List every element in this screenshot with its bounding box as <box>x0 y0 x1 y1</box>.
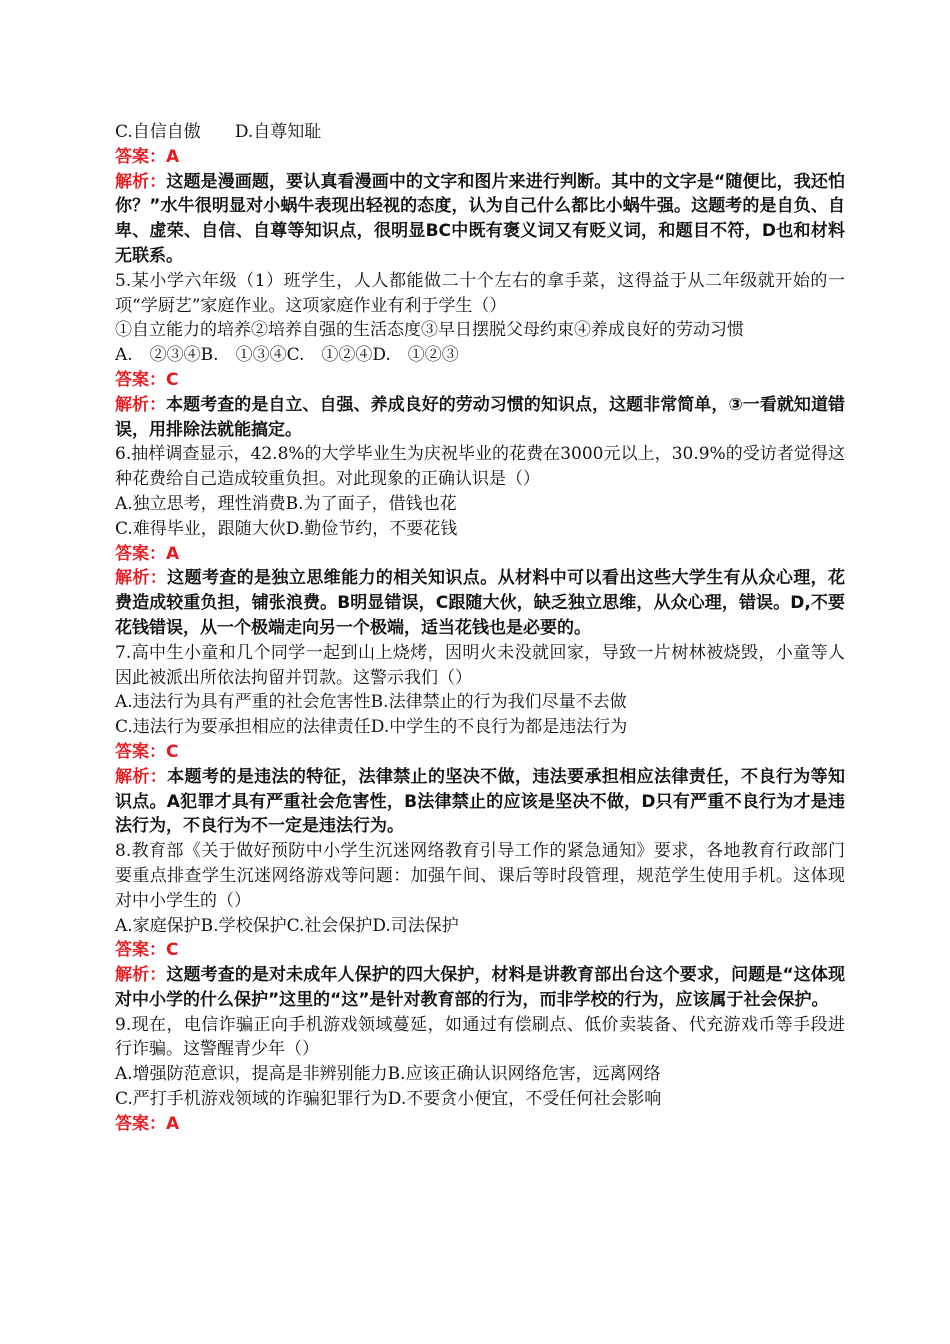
q7-options-cd: C.违法行为要承担相应的法律责任D.中学生的不良行为都是违法行为 <box>115 717 628 738</box>
answer-value: C <box>166 369 179 390</box>
q5-items: ①自立能力的培养②培养自强的生活态度③早日摆脱父母约束④养成良好的劳动习惯 <box>115 320 744 341</box>
answer-label: 答案： <box>115 543 166 564</box>
q7-options-ab: A.违法行为具有严重的社会危害性B.法律禁止的行为我们尽量不去做 <box>115 692 627 713</box>
q4-answer <box>115 145 845 170</box>
analysis-label: 解析： <box>115 965 167 986</box>
q6-options-cd: C.难得毕业，跟随大伙D.勤俭节约，不要花钱 <box>115 518 458 539</box>
analysis-label: 解析： <box>115 171 167 192</box>
q9-answer <box>115 1112 845 1137</box>
analysis-text: 本题考的是违法的特征，法律禁止的坚决不做，违法要承担相应法律责任，不良行为等知识点。A犯罪才具有严重社会危害性，B法律禁止的应该是坚决不做，D只有严重不良行为才是违法行为，不良行为不一定是违法行为。 <box>115 766 845 837</box>
q9-options-cd: C.严打手机游戏领域的诈骗犯罪行为D.不要贪小便宜，不受任何社会影响 <box>115 1089 662 1110</box>
q9-stem: 9.现在，电信诈骗正向手机游戏领域蔓延，如通过有偿刷点、低价卖装备、代充游戏币等手段进行诈骗。这警醒青少年（） <box>115 1014 845 1060</box>
q6-analysis <box>115 566 845 640</box>
document-page <box>115 120 845 1137</box>
answer-label: 答案： <box>115 369 166 390</box>
q4-options-cd <box>115 120 845 145</box>
answer-label: 答案： <box>115 1113 166 1134</box>
q8-answer <box>115 938 845 963</box>
answer-label: 答案： <box>115 146 166 167</box>
analysis-label: 解析： <box>115 766 168 787</box>
q5-options: A. ②③④B. ①③④C. ①②④D. ①②③ <box>115 345 459 366</box>
analysis-text: 这题是漫画题，要认真看漫画中的文字和图片来进行判断。其中的文字是“随便比，我还怕你？”水牛很明显对小蜗牛表现出轻视的态度，认为自己什么都比小蜗牛强。这题考的是自负、自卑、虚荣、自信、自尊等知识点，很明显BC中既有褒义词又有贬义词，和题目不符，D也和材料无联系。 <box>115 171 846 266</box>
q6-answer <box>115 542 845 567</box>
analysis-text: 这题考查的是对未成年人保护的四大保护，材料是讲教育部出台这个要求，问题是“这体现对中小学的什么保护”这里的“这”是针对教育部的行为，而非学校的行为，应该属于社会保护。 <box>115 965 846 1010</box>
answer-value: A <box>166 146 180 167</box>
q5-answer <box>115 368 845 393</box>
q4-option-c: C.自信自傲 <box>115 122 201 142</box>
q4-analysis <box>115 170 845 269</box>
q7-analysis <box>115 765 845 839</box>
answer-value: A <box>166 543 180 564</box>
q6-options-ab: A.独立思考，理性消费B.为了面子，借钱也花 <box>115 493 457 514</box>
answer-value: C <box>166 741 179 762</box>
q7-answer <box>115 740 845 765</box>
answer-value: A <box>166 1113 180 1134</box>
q8-analysis <box>115 963 845 1013</box>
answer-label: 答案： <box>115 940 166 961</box>
q6-stem: 6.抽样调查显示，42.8%的大学毕业生为庆祝毕业的花费在3000元以上，30.9%的受访者觉得这种花费给自己造成较重负担。对此现象的正确认识是（） <box>115 444 845 490</box>
analysis-label: 解析： <box>115 394 167 415</box>
q5-analysis <box>115 393 845 443</box>
answer-value: C <box>166 940 179 961</box>
analysis-text: 这题考查的是独立思维能力的相关知识点。从材料中可以看出这些大学生有从众心理，花费造成较重负担，铺张浪费。B明显错误，C跟随大伙，缺乏独立思维，从众心理，错误。D,不要花钱错误，从一个极端走向另一个极端，适当花钱也是必要的。 <box>115 568 845 638</box>
q7-stem: 7.高中生小童和几个同学一起到山上烧烤，因明火未没就回家，导致一片树林被烧毁，小童等人因此被派出所依法拘留并罚款。这警示我们（） <box>115 642 845 688</box>
q4-option-d: D.自尊知耻 <box>234 122 322 142</box>
analysis-label: 解析： <box>115 568 168 589</box>
q8-stem: 8.教育部《关于做好预防中小学生沉迷网络教育引导工作的紧急通知》要求，各地教育行政部门要重点排查学生沉迷网络游戏等问题：加强午间、课后等时段管理，规范学生使用手机。这体现对中小学生的（） <box>115 841 845 911</box>
analysis-text: 本题考查的是自立、自强、养成良好的劳动习惯的知识点，这题非常简单，③一看就知道错误，用排除法就能搞定。 <box>115 394 845 440</box>
answer-label: 答案： <box>115 741 166 762</box>
q9-options-ab: A.增强防范意识，提高是非辨别能力B.应该正确认识网络危害，远离网络 <box>115 1064 661 1085</box>
q5-stem: 5.某小学六年级（1）班学生，人人都能做二十个左右的拿手菜，这得益于从二年级就开始的一项“学厨艺”家庭作业。这项家庭作业有利于学生（） <box>115 270 845 316</box>
q8-options: A.家庭保护B.学校保护C.社会保护D.司法保护 <box>115 915 459 936</box>
